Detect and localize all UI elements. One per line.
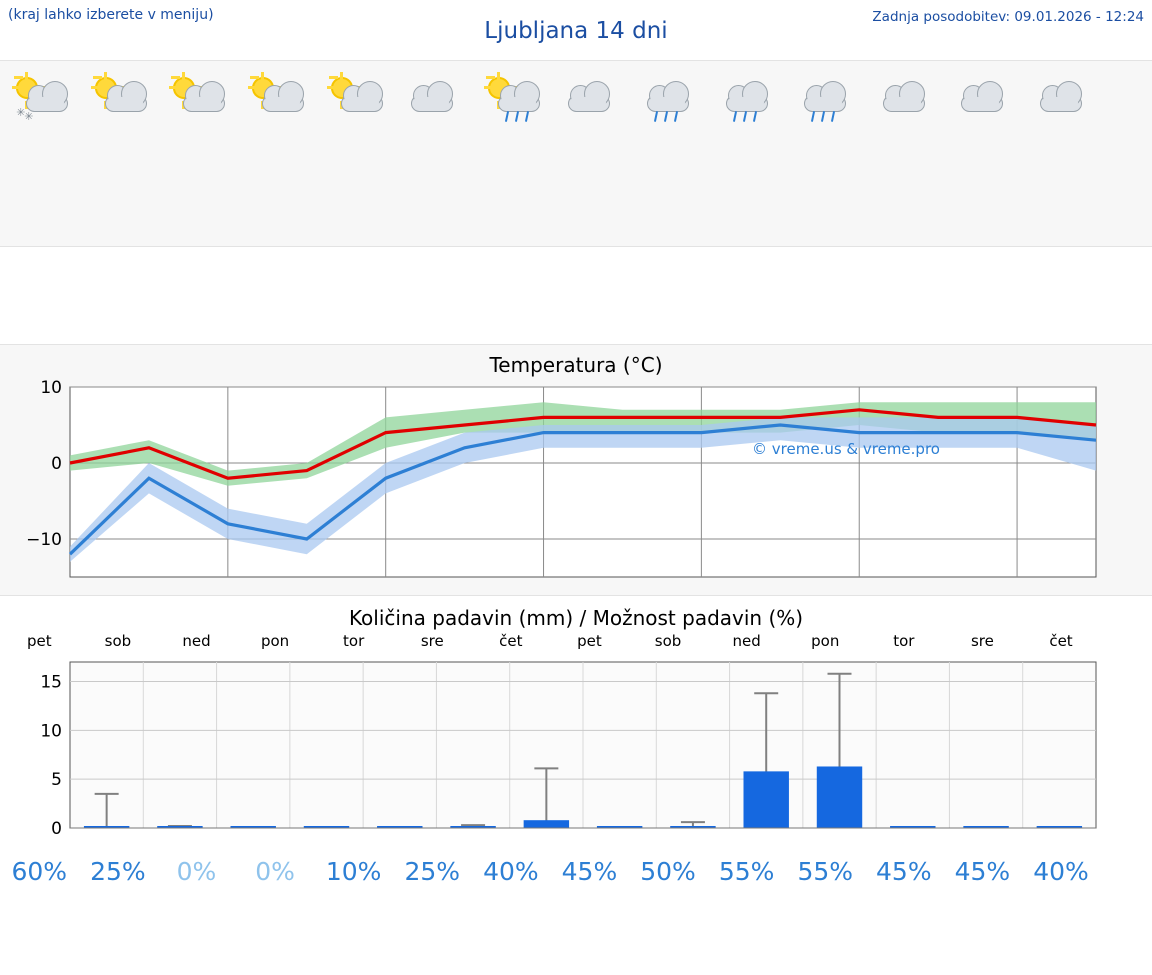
forecast-icon-cell (865, 71, 944, 123)
weather-icon-cloud-rain (637, 71, 699, 123)
precip-day-label: sre (420, 632, 444, 650)
precip-day-label: tor (893, 632, 915, 650)
weather-icon-sun-cloud (323, 71, 385, 123)
weather-icon-cloud (1030, 71, 1092, 123)
precip-probability: 40% (483, 857, 539, 886)
precip-probability: 45% (876, 857, 932, 886)
forecast-day-column (472, 61, 551, 123)
precipitation-plot (0, 650, 1152, 855)
temperature-plot (0, 377, 1152, 587)
forecast-icon-cell (1022, 71, 1101, 123)
forecast-day-column (79, 61, 158, 123)
precipitation-probability-row (0, 857, 1152, 886)
forecast-icon-cell (786, 71, 865, 123)
precip-day-label: ned (732, 632, 761, 650)
forecast-strip (0, 60, 1152, 247)
forecast-icon-cell (707, 71, 786, 123)
copyright-label: © vreme.us & vreme.pro (752, 440, 940, 458)
forecast-icon-cell (314, 71, 393, 123)
svg-text:5: 5 (51, 770, 62, 791)
forecast-day-column (157, 61, 236, 123)
precip-day-label: sre (970, 632, 994, 650)
precip-probability: 60% (11, 857, 68, 886)
forecast-icon-cell (629, 71, 708, 123)
page-header (0, 0, 1152, 60)
weather-icon-cloud (951, 71, 1013, 123)
weather-icon-sun-cloud-snow: ✳ ✳ (8, 71, 70, 123)
forecast-day-column (786, 61, 865, 123)
weather-icon-sun-cloud (165, 71, 227, 123)
page-title: Ljubljana 14 dni (484, 18, 668, 44)
precipitation-day-labels (0, 632, 1152, 650)
precip-day-label: pet (26, 632, 52, 650)
precip-probability: 50% (640, 857, 696, 886)
precip-day-label: pet (577, 632, 602, 650)
forecast-icon-cell (393, 71, 472, 123)
weather-icon-cloud-rain (716, 71, 778, 123)
weather-icon-cloud (401, 71, 463, 123)
weather-icon-cloud (873, 71, 935, 123)
forecast-day-column (393, 61, 472, 123)
forecast-day-column (865, 61, 944, 123)
temperature-chart (0, 344, 1152, 596)
weather-icon-sun-cloud (244, 71, 306, 123)
precip-probability: 55% (718, 857, 775, 886)
weather-icon-sun-cloud (87, 71, 149, 123)
precipitation-chart-title: Količina padavin (mm) / Možnost padavin (%) (348, 606, 804, 630)
forecast-day-column (0, 61, 79, 123)
forecast-day-column (707, 61, 786, 123)
forecast-day-column (314, 61, 393, 123)
forecast-icon-cell (157, 71, 236, 123)
precip-probability: 10% (325, 857, 382, 886)
forecast-icon-cell (943, 71, 1022, 123)
forecast-icon-cell (472, 71, 551, 123)
precip-day-label: sob (104, 632, 132, 650)
weather-icon-cloud-rain (794, 71, 856, 123)
svg-text:15: 15 (40, 672, 62, 693)
precip-probability: 25% (90, 857, 146, 886)
precip-day-label: ned (182, 632, 211, 650)
precip-day-label: čet (499, 632, 523, 650)
precip-probability: 40% (1033, 857, 1089, 886)
forecast-day-column (629, 61, 708, 123)
svg-text:0: 0 (51, 819, 62, 839)
forecast-icon-cell (236, 71, 315, 123)
precip-probability: 0% (176, 857, 217, 886)
location-note: (kraj lahko izberete v meniju) (8, 7, 214, 23)
forecast-day-column (236, 61, 315, 123)
forecast-icon-cell (0, 71, 79, 123)
precip-day-label: pon (811, 632, 840, 650)
last-update: Zadnja posodobitev: 09.01.2026 - 12:24 (872, 9, 1144, 25)
svg-text:0: 0 (51, 454, 62, 474)
forecast-day-column (550, 61, 629, 123)
precip-probability: 25% (404, 857, 461, 886)
precip-day-label: pon (260, 632, 290, 650)
precip-probability: 55% (797, 857, 854, 886)
svg-text:−10: −10 (26, 530, 62, 550)
precip-day-label: čet (1049, 632, 1073, 650)
precip-probability: 45% (954, 857, 1011, 886)
precip-probability: 45% (561, 857, 618, 886)
forecast-icon-cell (550, 71, 629, 123)
svg-text:10: 10 (40, 721, 62, 742)
forecast-icon-cell (79, 71, 158, 123)
precip-day-label: sob (654, 632, 682, 650)
precipitation-chart (0, 606, 1152, 886)
svg-text:10: 10 (40, 378, 62, 398)
precip-day-label: tor (343, 632, 365, 650)
weather-icon-sun-cloud-rain (480, 71, 542, 123)
weather-icon-cloud (558, 71, 620, 123)
temperature-chart-title: Temperatura (°C) (489, 353, 663, 377)
forecast-day-column (1022, 61, 1101, 123)
precip-probability: 0% (255, 857, 295, 886)
forecast-day-column (943, 61, 1022, 123)
